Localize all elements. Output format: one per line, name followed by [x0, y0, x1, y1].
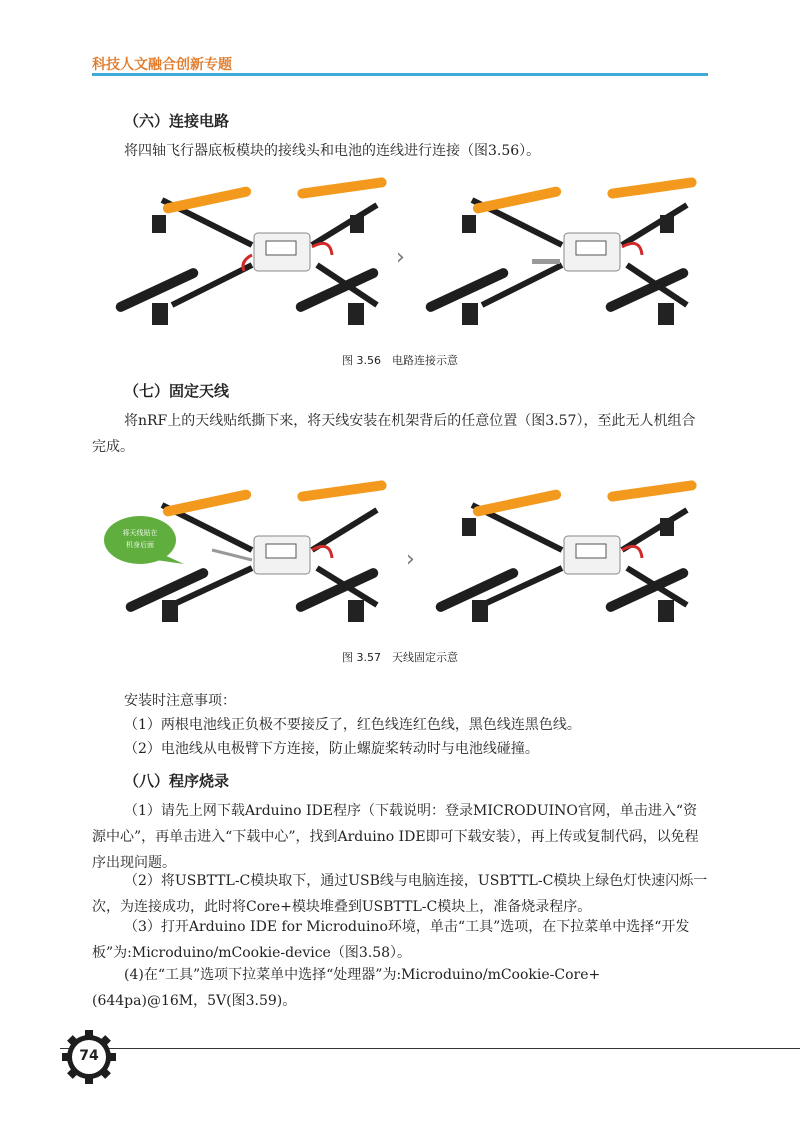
- page-number: 74: [79, 1048, 99, 1064]
- chevron-right-icon: ›: [396, 245, 405, 270]
- section8-paragraph-2: （2）将USBTTL-C模块取下，通过USB线与电脑连接，USBTTL-C模块上绿色灯快速闪烁一次，为连接成功，此时将Core+模块堆叠到USBTTL-C模块上，准备烧录程序。: [92, 873, 708, 915]
- figure-3-57: [92, 480, 708, 640]
- footer-rule: [60, 1048, 800, 1049]
- figure-3-56-caption: 图 3.56 电路连接示意: [342, 354, 458, 367]
- section8-paragraph-1: （1）请先上网下载Arduino IDE程序（下载说明：登录MICRODUINO官网，单击进入“资源中心”，再单击进入“下载中心”，找到Arduino IDE即可下载安装），再上传或复制代码，以免程序出现问题。: [92, 803, 699, 871]
- section6-heading: （六）连接电路: [124, 112, 230, 130]
- running-header: 科技人文融合创新专题: [92, 57, 232, 73]
- section8-heading: （八）程序烧录: [124, 772, 230, 790]
- callout-text-2: 机身后面: [126, 541, 154, 549]
- quadcopter-antenna-illustration: [92, 480, 708, 640]
- section8-paragraph-3: （3）打开Arduino IDE for Microduino环境，单击“工具”选项，在下拉菜单中选择“开发板”为:Microduino/mCookie-device（图3.58）。: [92, 919, 690, 961]
- drone-left: [114, 177, 387, 325]
- figure-3-57-caption: 图 3.57 天线固定示意: [342, 651, 458, 664]
- section7-heading: （七）固定天线: [124, 382, 230, 400]
- chevron-right-icon: ›: [406, 547, 415, 572]
- section6-paragraph: 将四轴飞行器底板模块的接线头和电池的连线进行连接（图3.56）。: [124, 143, 541, 159]
- section8-paragraph-4: (4)在“工具”选项下拉菜单中选择“处理器”为:Microduino/mCookie-Core+(644pa)@16M，5V(图3.59)。: [92, 967, 601, 1009]
- callout-bubble: [104, 516, 184, 564]
- callout-text-1: 将天线贴在: [122, 529, 158, 537]
- section7-paragraph: 将nRF上的天线贴纸撕下来，将天线安装在机架背后的任意位置（图3.57），至此无人机组合完成。: [92, 413, 696, 455]
- drone-right: [424, 177, 697, 325]
- header-rule: [92, 73, 708, 76]
- notes-item-1: （1）两根电池线正负极不要接反了，红色线连红色线，黑色线连黑色线。: [124, 717, 581, 733]
- drone-right: [434, 480, 697, 622]
- notes-title: 安装时注意事项：: [124, 693, 236, 709]
- notes-item-2: （2）电池线从电极臂下方连接，防止螺旋桨转动时与电池线碰撞。: [124, 741, 539, 757]
